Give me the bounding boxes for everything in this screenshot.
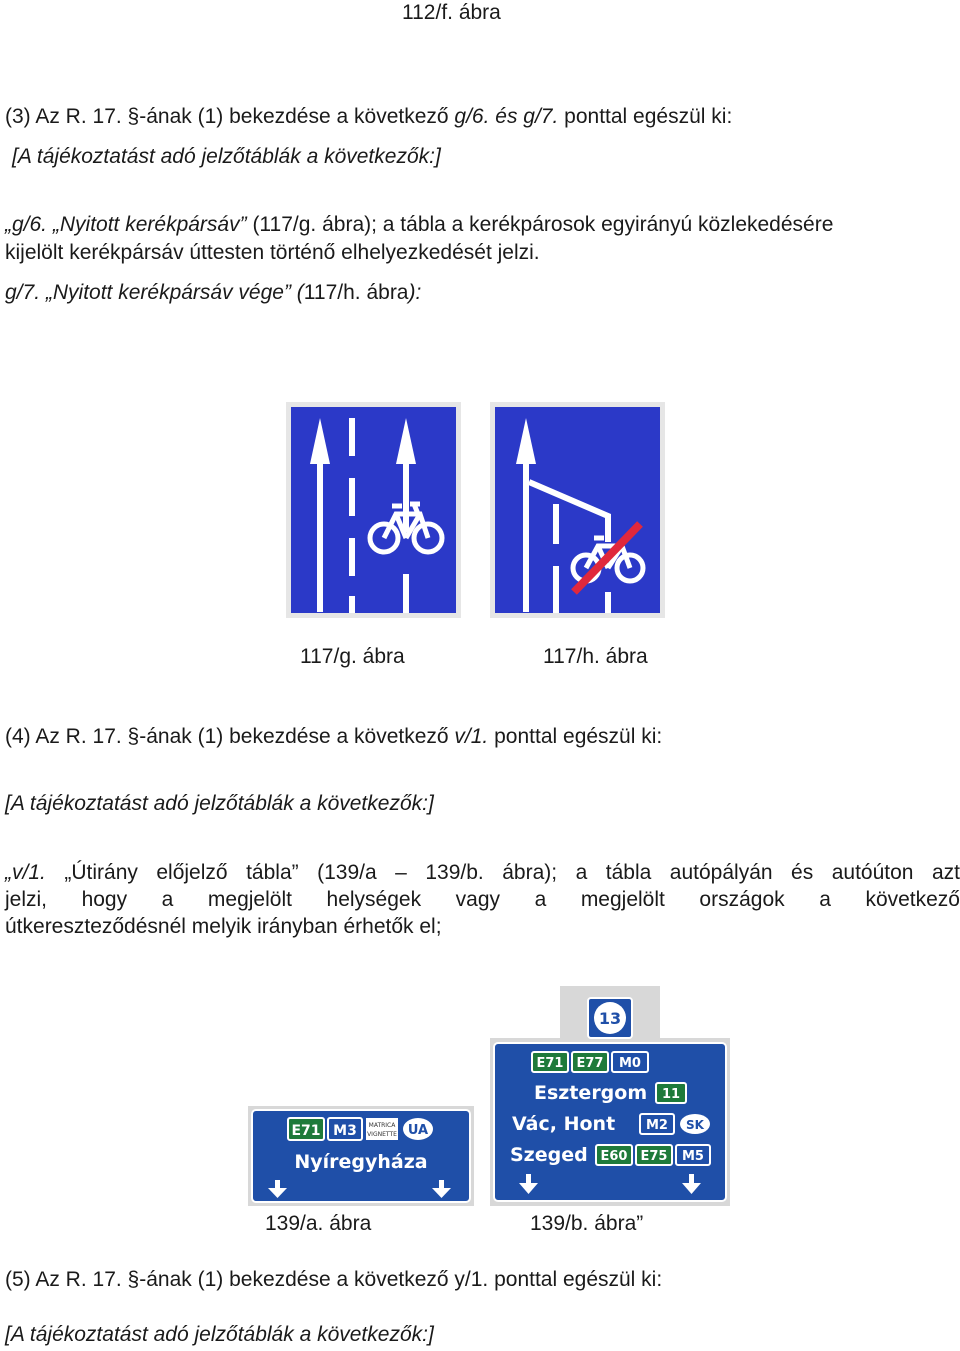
svg-text:E60: E60 <box>600 1149 628 1164</box>
svg-text:MATRICA: MATRICA <box>368 1122 396 1129</box>
paragraph-4-text: (4) Az R. 17. §-ának (1) bekezdése a következő <box>5 725 449 748</box>
bracket-note-5: [A tájékoztatást adó jelzőtáblák a következők:] <box>5 1323 434 1346</box>
g7-name: „Nyitott kerékpársáv vége” ( <box>45 281 304 304</box>
g6-figure-ref: (117/g. ábra); a tábla a kerékpárosok egyirányú közlekedésére <box>252 213 834 236</box>
svg-text:UA: UA <box>407 1123 429 1138</box>
svg-text:E71: E71 <box>291 1123 321 1139</box>
e77-shield <box>572 1052 608 1072</box>
destination-esztergom: Esztergom <box>534 1082 648 1104</box>
v1-code: „v/1. <box>5 861 46 884</box>
paragraph-5-intro: (5) Az R. 17. §-ának (1) bekezdése a következő y/1. ponttal egészül ki: <box>5 1268 663 1291</box>
g6-definition-line2: kijelölt kerékpársáv úttesten történő elhelyezkedését jelzi. <box>5 241 540 264</box>
sk-country-oval <box>680 1114 710 1134</box>
g7-code: g/7. <box>5 281 41 304</box>
svg-text:E77: E77 <box>576 1056 604 1071</box>
v1-definition-line3: útkereszteződésnél melyik irányban érhetők el; <box>5 915 442 938</box>
svg-text:M3: M3 <box>333 1123 357 1139</box>
svg-text:11: 11 <box>661 1087 681 1102</box>
vignette-icon <box>366 1118 398 1140</box>
svg-text:E75: E75 <box>640 1149 668 1164</box>
paragraph-3-outro: ponttal egészül ki: <box>564 105 733 128</box>
destination-szeged: Szeged <box>510 1144 588 1166</box>
caption-117g: 117/g. ábra <box>300 645 405 668</box>
g7-definition <box>5 280 421 306</box>
destination-nyiregyhaza: Nyíregyháza <box>294 1151 428 1173</box>
caption-117h: 117/h. ábra <box>543 645 648 668</box>
g6-code: „g/6. <box>5 213 48 236</box>
paragraph-3-text: (3) Az R. 17. §-ának (1) bekezdése a következő <box>5 105 449 128</box>
sign-139b-direction-sign <box>490 986 730 1206</box>
e60-shield <box>596 1145 632 1165</box>
paragraph-3-intro <box>5 104 732 130</box>
paragraph-4-outro: ponttal egészül ki: <box>494 725 663 748</box>
svg-text:M2: M2 <box>646 1118 668 1133</box>
svg-text:VIGNETTE: VIGNETTE <box>367 1131 397 1138</box>
v1-definition-line2: jelzi, hogy a megjelölt helységek vagy a megjelölt országok a következő <box>5 888 960 911</box>
sign-117g-open-bike-lane <box>286 402 461 618</box>
e71-shield <box>288 1118 324 1140</box>
v1-definition-line1 <box>5 860 960 886</box>
bracket-note-3: [A tájékoztatást adó jelzőtáblák a következők:] <box>12 145 441 168</box>
ua-country-oval <box>403 1118 433 1140</box>
svg-text:SK: SK <box>686 1118 704 1132</box>
route-number-shield <box>588 998 632 1038</box>
m2-shield <box>640 1114 674 1134</box>
m3-shield <box>328 1118 362 1140</box>
g6-name: „Nyitott kerékpársáv” <box>52 213 247 236</box>
m5-shield <box>676 1145 710 1165</box>
caption-139b: 139/b. ábra” <box>530 1212 644 1235</box>
g7-end: ): <box>408 281 422 304</box>
sign-117h-end-of-bike-lane <box>490 402 665 618</box>
g7-figure-ref: 117/h. ábra <box>303 281 409 304</box>
e75-shield <box>636 1145 672 1165</box>
paragraph-3-refs: g/6. és g/7. <box>454 105 559 128</box>
figure-caption-112f: 112/f. ábra <box>402 1 501 24</box>
paragraph-4-intro <box>5 724 662 750</box>
svg-text:M0: M0 <box>619 1056 641 1071</box>
svg-text:13: 13 <box>598 1009 622 1028</box>
bracket-note-4: [A tájékoztatást adó jelzőtáblák a következők:] <box>5 792 434 815</box>
caption-139a: 139/a. ábra <box>265 1212 372 1235</box>
paragraph-4-ref: v/1. <box>454 725 489 748</box>
svg-text:E71: E71 <box>536 1056 564 1071</box>
destination-vac-hont: Vác, Hont <box>512 1113 616 1135</box>
svg-text:M5: M5 <box>682 1149 704 1164</box>
sign-139a-direction-sign <box>248 1106 474 1206</box>
g6-definition-line1 <box>5 212 833 238</box>
road-11-shield <box>656 1083 686 1103</box>
v1-line1-text: „Útirány előjelző tábla” (139/a – 139/b. ábra); a tábla autópályán és autóúton azt <box>64 861 960 884</box>
m0-shield <box>612 1052 648 1072</box>
e71-shield <box>532 1052 568 1072</box>
